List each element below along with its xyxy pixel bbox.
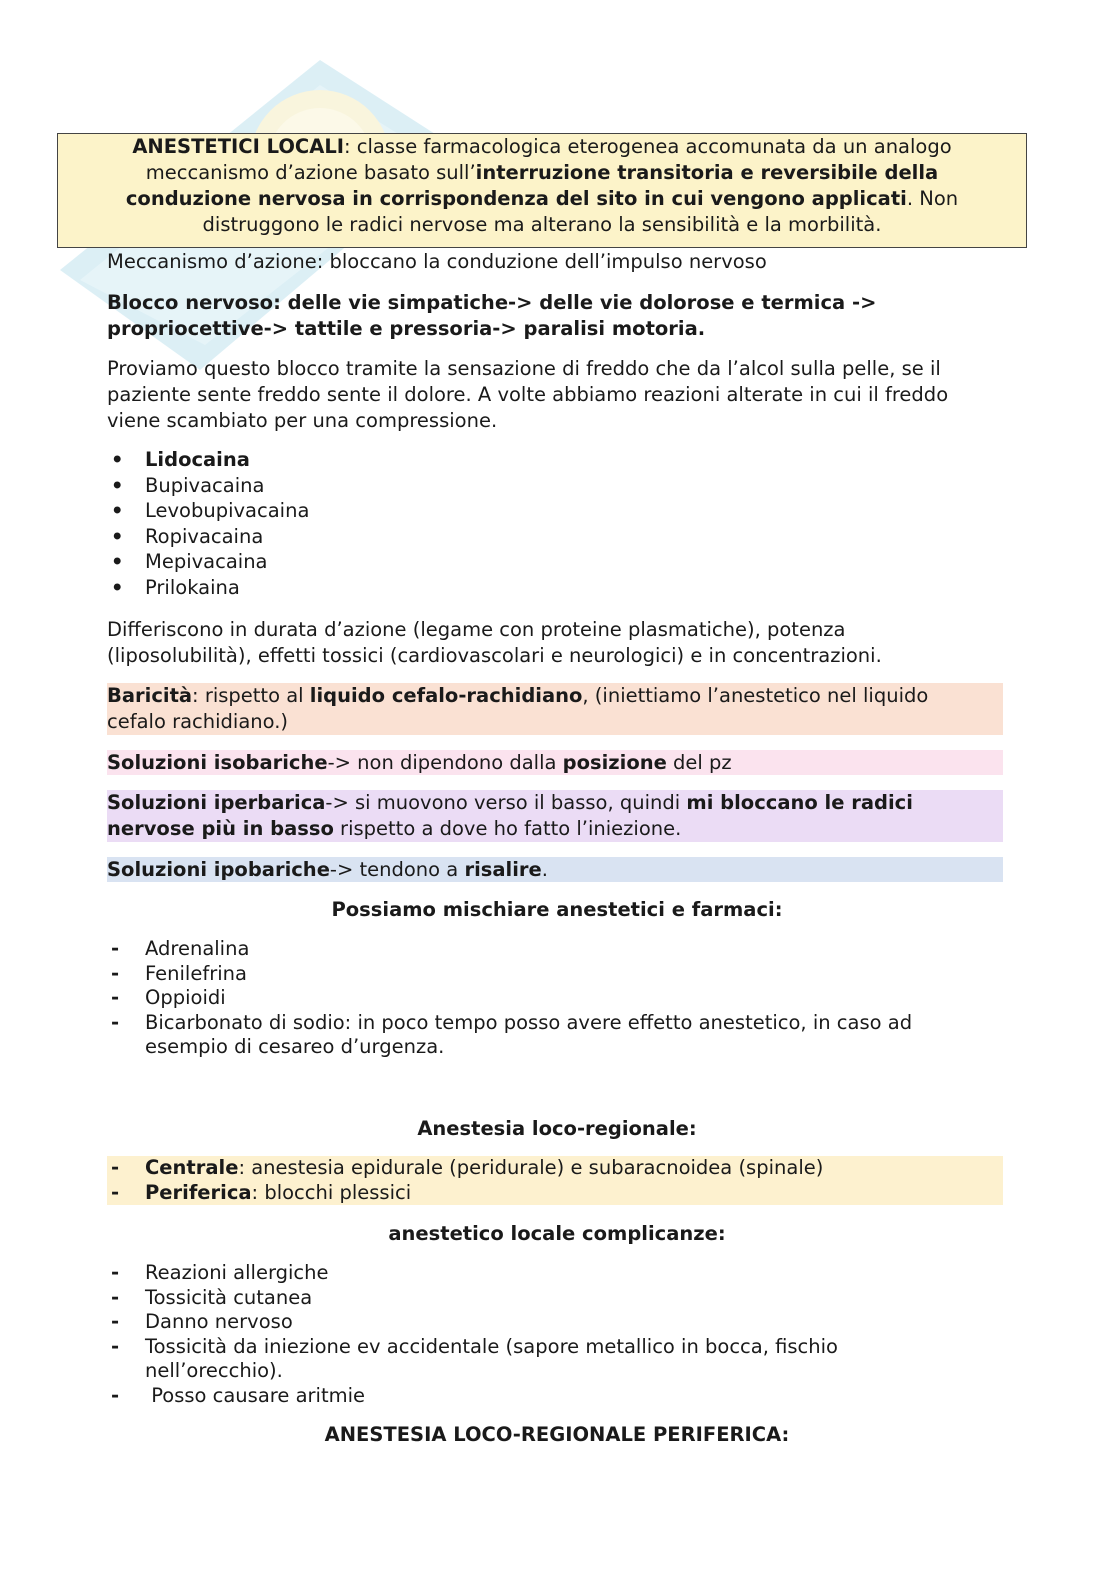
dash-icon: - [111,937,120,960]
nerve-block-paragraph [107,290,1003,342]
complications-list-item: - Posso causare aritmie [111,1383,366,1407]
loco-list-item: - Periferica: blocchi plessici [111,1180,412,1204]
dash-icon: - [111,1334,120,1358]
drug-list-item: • Bupivacaina [111,473,265,497]
mix-list-item: - Bicarbonato di sodio: in poco tempo posso avere effetto anestetico, in caso ad [111,1010,913,1034]
loco-list [107,1156,1003,1205]
isobariche-term: Soluzioni isobariche [107,751,328,774]
intro-bold-text: interruzione transitoria e reversibile della conduzione nervosa in corrispondenza del sito in cui vengono applicati [125,161,939,210]
intro-text-2: . Non distruggono le radici nervose ma alterano la sensibilità e la morbilità. [202,187,959,236]
drug-list-item: • Prilokaina [111,575,240,599]
differ-line-2: (liposolubilità), effetti tossici (cardiovascolari e neurologici) e in concentrazioni. [107,644,882,667]
complications-list-item-continuation: nell’orecchio). [145,1359,283,1382]
dash-icon: - [111,1310,120,1333]
bullet-icon: • [111,448,124,471]
mix-list-item: - Adrenalina [111,937,250,960]
dash-icon: - [111,1261,120,1284]
drug-list-item: • Lidocaina [111,448,250,471]
complications-list-item: - Reazioni allergiche [111,1261,329,1284]
complications-list [107,1261,1003,1408]
bullet-icon: • [111,575,124,599]
dash-icon: - [111,961,120,985]
drug-list [107,447,1003,600]
bullet-icon: • [111,499,124,522]
bullet-icon: • [111,473,124,497]
baricita-term: Baricità [107,684,193,707]
complications-list-item: - Tossicità cutanea [111,1285,313,1309]
loco-list-item: - Centrale: anestesia epidurale (peridurale) e subaracnoidea (spinale) [111,1156,824,1179]
test-line-1: Proviamo questo blocco tramite la sensazione di freddo che da l’alcol sulla pelle, se il [107,357,941,380]
drug-list-item: • Ropivacaina [111,524,264,548]
mix-list-item: - Oppioidi [111,986,226,1009]
dash-icon: - [111,986,120,1009]
dash-icon: - [111,1383,120,1407]
intro-text-1: : classe farmacologica eterogenea accomunata da un analogo meccanismo d’azione basato sull’ [145,135,952,184]
drug-list-item: • Mepivacaina [111,550,268,573]
differ-line-1: Differiscono in durata d’azione (legame con proteine plasmatiche), potenza [107,618,846,641]
test-line-2: paziente sente freddo sente il dolore. A volte abbiamo reazioni alterate in cui il freddo [107,383,949,406]
loco-heading: Anestesia loco-regionale: [417,1117,697,1140]
intro-definition-box [57,133,1027,248]
dash-icon: - [111,1010,120,1034]
test-paragraph [107,356,1003,434]
complications-list-item: - Danno nervoso [111,1310,293,1333]
mix-list-item: - Fenilefrina [111,961,247,985]
nerve-block-line-1: Blocco nervoso: delle vie simpatiche-> delle vie dolorose e termica -> [107,291,877,314]
baricita-line-2: cefalo rachidiano.) [107,710,289,733]
differ-paragraph [107,617,1003,669]
intro-term: ANESTETICI LOCALI [132,135,345,158]
mix-list [107,937,1003,1060]
final-heading: ANESTESIA LOCO-REGIONALE PERIFERICA: [324,1423,790,1446]
complications-list-item: - Tossicità da iniezione ev accidentale (sapore metallico in bocca, fischio [111,1334,838,1358]
dash-icon: - [111,1285,120,1309]
dash-icon: - [111,1180,120,1204]
iperbarica-term: Soluzioni iperbarica [107,791,326,814]
test-line-3: viene scambiato per una compressione. [107,409,498,432]
ipobariche-paragraph: Soluzioni ipobariche-> tendono a risalire. [107,857,1003,882]
drug-list-item: • Levobupivacaina [111,499,310,522]
ipobariche-term: Soluzioni ipobariche [107,858,330,881]
mix-heading: Possiamo mischiare anestetici e farmaci: [331,898,783,921]
bullet-icon: • [111,524,124,548]
nerve-block-line-2: propriocettive-> tattile e pressoria-> paralisi motoria. [107,317,706,340]
iperbarica-paragraph: Soluzioni iperbarica-> si muovono verso il basso, quindi mi bloccano le radici nervose più in basso rispetto a dove ho fatto l’iniezione. [107,790,1003,842]
bullet-icon: • [111,550,124,573]
mix-list-item-continuation: esempio di cesareo d’urgenza. [145,1035,445,1058]
mechanism-line: Meccanismo d’azione: bloccano la conduzione dell’impulso nervoso [107,250,767,273]
dash-icon: - [111,1156,120,1179]
isobariche-paragraph: Soluzioni isobariche-> non dipendono dalla posizione del pz [107,750,1003,775]
complications-heading: anestetico locale complicanze: [388,1222,726,1245]
baricita-paragraph: Baricità: rispetto al liquido cefalo-rachidiano, (iniettiamo l’anestetico nel liquido cefalo rachidiano.) [107,683,1003,735]
